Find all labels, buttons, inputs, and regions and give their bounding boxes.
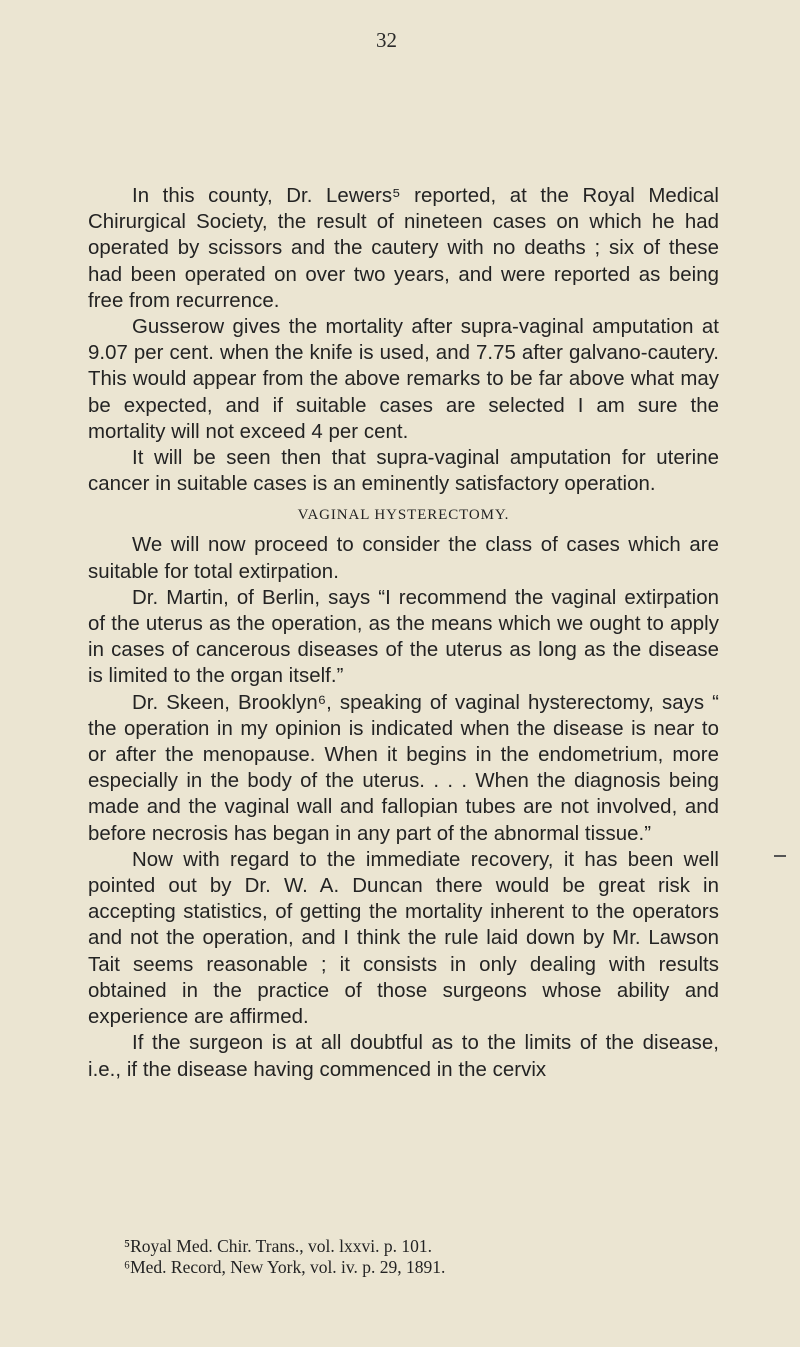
margin-mark (774, 855, 786, 857)
paragraph: If the surgeon is at all doubtful as to the limits of the disease, i.e., if the disease having commenced in the cervix (88, 1032, 719, 1081)
footnotes (124, 1236, 724, 1278)
footnote: ⁶Med. Record, New York, vol. iv. p. 29, 1891. (124, 1257, 446, 1277)
paragraph: It will be seen then that supra-vaginal amputation for uterine cancer in suitable cases is an eminently satisfactory operation. (88, 447, 719, 496)
footnote: ⁵Royal Med. Chir. Trans., vol. lxxvi. p. 101. (124, 1236, 433, 1256)
paragraph: Dr. Martin, of Berlin, says “I recommend the vaginal extirpation of the uterus as the operation, as the means which we ought to apply in cases of cancerous diseases of the uterus as long as the disease is limited to the organ itself.” (88, 586, 719, 688)
paragraph: In this county, Dr. Lewers⁵ reported, at the Royal Medical Chirurgical Society, the result of nineteen cases on which he had operated by scissors and the cautery with no deaths ; six of these had been operated on over two years, and were reported as being free from recurrence. (88, 185, 719, 312)
paragraph: We will now proceed to consider the class of cases which are suitable for total extirpation. (88, 534, 719, 583)
paragraph: Now with regard to the immediate recovery, it has been well pointed out by Dr. W. A. Duncan there would be great risk in accepting statistics, of getting the mortality inherent to the operators and not the operation, and I think the rule laid down by Mr. Lawson Tait seems reasonable ; it consists in only dealing with results obtained in the practice of those surgeons whose ability and experience are affirmed. (88, 848, 719, 1029)
body-text (88, 183, 719, 1083)
section-heading: VAGINAL HYSTERECTOMY. (297, 507, 510, 524)
paragraph: Dr. Skeen, Brooklyn⁶, speaking of vaginal hysterectomy, says “ the operation in my opinion is indicated when the disease is near to or after the menopause. When it begins in the endometrium, more especially in the body of the uterus. . . . When the diagnosis being made and the vaginal wall and fallopian tubes are not involved, and before necrosis has began in any part of the abnormal tissue.” (88, 691, 719, 845)
page-number: 32 (376, 28, 397, 52)
paragraph: Gusserow gives the mortality after supra-vaginal amputation at 9.07 per cent. when the knife is used, and 7.75 after galvano-cautery. This would appear from the above remarks to be far above what may be expected, and if suitable cases are selected I am sure the mortality will not exceed 4 per cent. (88, 316, 719, 443)
